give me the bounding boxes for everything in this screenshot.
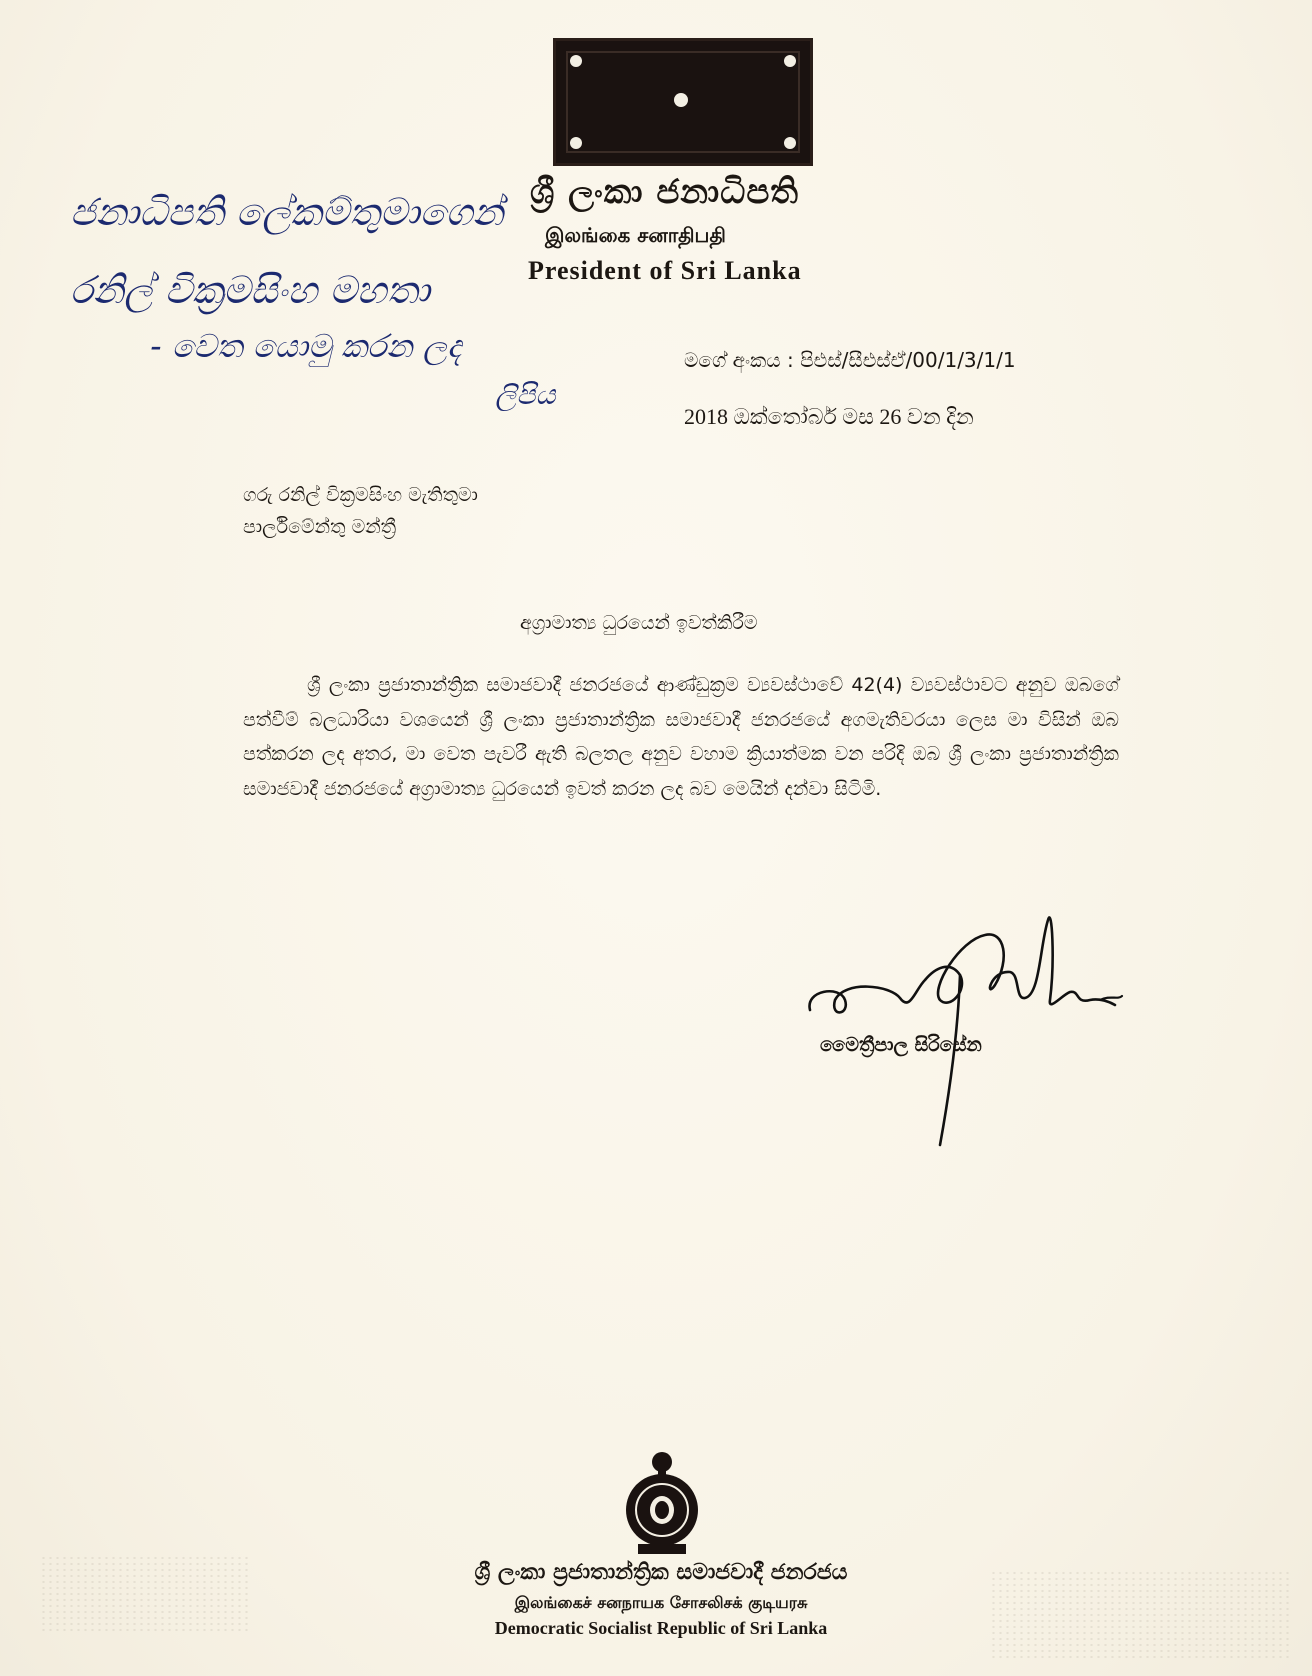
- reference-number: මගේ අංකය : පිඑස්/සීඑස්ඒ/00/1/3/1/1: [684, 348, 1016, 372]
- footer-state-name-english: Democratic Socialist Republic of Sri Lanka: [494, 1618, 828, 1638]
- national-emblem-icon: [620, 1448, 704, 1558]
- addressee-name: ගරු රනිල් වික්‍රමසිංහ මැතිතුමා: [243, 484, 478, 506]
- handwritten-note-line-3: - වෙත යොමු කරන ලද: [150, 327, 462, 365]
- scan-noise-right: [990, 1570, 1290, 1660]
- letterhead-title-english: President of Sri Lanka: [528, 256, 802, 285]
- letterhead-title-sinhala: ශ්‍රී ලංකා ජනාධිපති: [530, 172, 799, 212]
- handwritten-note-line-2: රනිල් වික්‍රමසිංහ මහතා: [70, 268, 430, 312]
- addressee-title: පාර්ලිමේන්තු මන්ත්‍රී: [243, 516, 397, 538]
- signer-name: මෛත්‍රීපාල සිරිසේන: [820, 1034, 982, 1056]
- handwritten-note-line-1: ජනාධිපති ලේකම්තුමාගෙන්: [70, 190, 504, 234]
- footer-state-name-tamil: இலங்கைச் சனநாயக சோசலிசக் குடியரசு: [514, 1593, 808, 1612]
- letterhead-title-tamil: இலங்கை சனாதிபதி: [545, 223, 726, 247]
- letter-body: ශ්‍රී ලංකා ප්‍රජාතාන්ත්‍රික සමාජවාදී ජනරජයේ ආණ්ඩුක්‍රම ව්‍යවස්ථාවේ 42(4) ව්‍යවස්ථාවට අනුව ඔබගේ පත්වීම් බලධාරියා වශයෙන් ශ්‍රී ලංකා ප්‍රජාතාන්ත්‍රික සමාජවාදී ජනරජයේ අගමැතිවරයා ලෙස මා විසින් ඔබ පත්කරන ලද අතර, මා වෙත පැවරී ඇති බලතල අනුව වහාම ක්‍රියාත්මක වන පරිදි ඔබ ශ්‍රී ලංකා ප්‍රජාතාන්ත්‍රික සමාජවාදී ජනරජයේ අග්‍රාමාත්‍ය ධුරයෙන් ඉවත් කරන ලද බව මෙයින් දන්වා සිටිමි.: [243, 674, 1119, 800]
- letter-subject: අග්‍රාමාත්‍ය ධුරයෙන් ඉවත්කිරීම: [520, 612, 758, 634]
- presidential-seal-icon: [553, 38, 813, 166]
- footer-state-name-sinhala: ශ්‍රී ලංකා ප්‍රජාතාන්ත්‍රික සමාජවාදී ජනරජය: [474, 1560, 848, 1585]
- letter-date: 2018 ඔක්තෝබර් මස 26 වන දින: [684, 404, 974, 429]
- scan-noise-left: [40, 1555, 250, 1635]
- handwritten-note-line-4: ලිපිය: [495, 378, 556, 411]
